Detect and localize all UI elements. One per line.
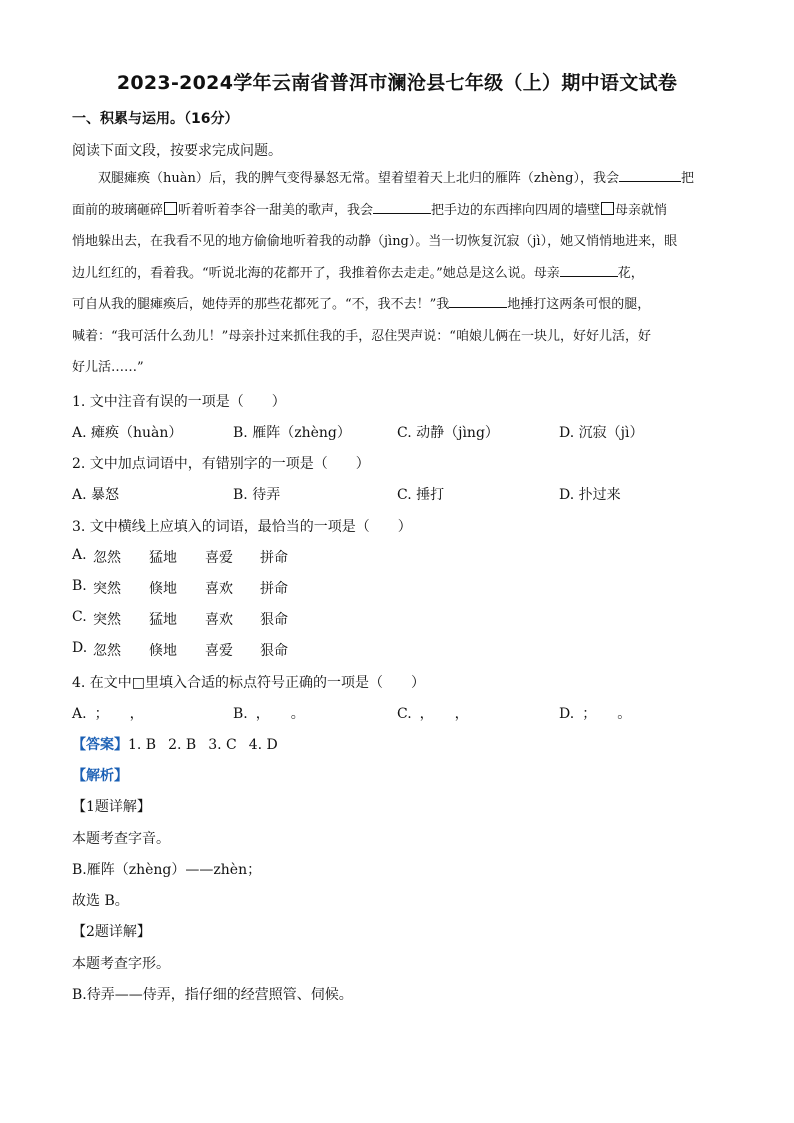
passage-line: 喊着：“我可活什么劲儿！”母亲扑过来抓住我的手，忍住哭声说：“咱娘儿俩在一块儿，好好儿活，好	[72, 328, 651, 344]
page-title: 2023-2024学年云南省普洱市澜沧县七年级（上）期中语文试卷	[116, 72, 678, 94]
detail-heading-1: 【1题详解】	[72, 799, 151, 815]
answer-item: 4. D	[248, 737, 278, 753]
option-c[interactable]: C. 捶打	[397, 487, 445, 503]
passage-line: 好儿活……”	[72, 360, 144, 375]
option-a[interactable]: A. 瘫痪（huàn）	[72, 425, 183, 441]
question-4-stem: 4. 在文中□里填入合适的标点符号正确的一项是（ ）	[72, 675, 426, 691]
answer-line	[72, 734, 290, 754]
question-1-stem: 1. 文中注音有误的一项是（ ）	[72, 394, 286, 410]
passage-line: 可自从我的腿瘫痪后，她侍弄的那些花都死了。“不，我不去！”我 地捶打这两条可恨的腿，	[72, 289, 720, 321]
answer-item: 3. C	[208, 737, 237, 753]
fill-blank	[449, 293, 507, 308]
option-c[interactable]: C. ， ，	[397, 706, 469, 722]
option-b[interactable]: B. 待弄	[233, 487, 281, 503]
passage-line: 面前的玻璃砸碎 听着听着李谷一甜美的歌声，我会 把手边的东西摔向四周的墙壁 母亲就悄	[72, 195, 720, 227]
answer-item: 2. B	[168, 737, 197, 753]
detail-text: B.雁阵（zhèng）——zhèn；	[72, 862, 262, 878]
answer-label: 【答案】	[72, 737, 128, 753]
fill-blank	[373, 199, 431, 214]
detail-heading-2: 【2题详解】	[72, 924, 151, 940]
option-d[interactable]: D. 沉寂（jì）	[559, 425, 644, 441]
question-4-options	[72, 703, 712, 723]
option-d[interactable]: D. 扑过来	[559, 487, 621, 503]
option-c[interactable]: C. 动静（jìng）	[397, 425, 499, 441]
answer-item: 1. B	[128, 737, 157, 753]
detail-text: B.待弄——侍弄，指仔细的经营照管、伺候。	[72, 987, 353, 1003]
option-b[interactable]: B. 雁阵（zhèng）	[233, 425, 351, 441]
passage-line: 双腿瘫痪（huàn）后，我的脾气变得暴怒无常。望着望着天上北归的雁阵（zhèng），我会 把	[72, 163, 720, 195]
punctuation-box	[601, 202, 614, 215]
reading-passage	[72, 163, 720, 384]
fill-blank	[619, 167, 681, 182]
punctuation-box	[164, 202, 177, 215]
detail-text: 本题考查字形。	[72, 956, 170, 972]
instruction-text: 阅读下面文段，按要求完成问题。	[72, 143, 282, 159]
section-heading: 一、积累与运用。（16分）	[72, 111, 239, 127]
question-2-stem: 2. 文中加点词语中，有错别字的一项是（ ）	[72, 456, 370, 472]
question-3-stem: 3. 文中横线上应填入的词语，最恰当的一项是（ ）	[72, 519, 412, 535]
detail-text: 故选 B。	[72, 893, 129, 909]
fill-blank	[560, 262, 618, 277]
passage-line: 悄地躲出去，在我看不见的地方偷偷地听着我的动静（jìng）。当一切恢复沉寂（jì），她又悄悄地进来，眼	[72, 234, 678, 249]
analysis-label: 【解析】	[72, 768, 128, 784]
passage-line: 边儿红红的，看着我。“听说北海的花都开了，我推着你去走走。”她总是这么说。母亲 花，	[72, 258, 720, 290]
detail-text: 本题考查字音。	[72, 831, 170, 847]
option-d[interactable]: D. ； 。	[559, 706, 632, 722]
option-a[interactable]: A. 暴怒	[72, 487, 120, 503]
exam-page: 2023-2024学年云南省普洱市澜沧县七年级（上）期中语文试卷 一、积累与运用。（16分） 阅读下面文段，按要求完成问题。 双腿瘫痪（huàn）后，我的脾气变得暴怒无常。望着望着天上北归的雁阵（zhèng），我会 把 面前的玻璃砸碎 听着听着李谷一甜美的歌声，我会 把手边的东西摔向四周的墙壁 母亲就悄 悄地躲出去，在我看不见的地方偷偷地听着我的动静（jìng）。当一切恢复沉寂（jì），她又悄悄地进来，眼 边儿红红的，看着我。“听说北海的花都开了，我推着你去走走。”她总是这么说。母亲 花， 可自从我的腿瘫痪后，她侍弄的那些花都死了。“不，我不去！”我 地捶打这两条可恨的腿， 喊着：“我可活什么劲儿！”母亲扑过来抓住我的手，忍住哭声说：“咱娘儿俩在一块儿，好好儿活，好 好儿活……” 1. 文中注音有误的一项是（ ） A. 瘫痪（huàn） B. 雁阵（zhèng） C. 动静（jìng） D. 沉寂（jì） 2. 文中加点词语中，有错别字的一项是（ ） A. 暴怒 B. 待弄 C. 捶打 D. 扑过来 3. 文中横线上应填入的词语，最恰当的一项是（ ） A. 忽然 猛地 喜爱 拼命 B. 突然 倏地 喜欢 拼命 C. 突然 猛地 喜欢 狠命 D. 忽然 倏地 喜爱 狠命 4. 在文中□里填入合适的标点符号正确的一项是（ ） A. ； ， B. ， 。 C. ， ， D. ； 。 【答案】1. B 2. B 3. C 4. D 【解析】 【1题详解】 本题考查字音。 B.雁阵（zhèng）——zhèn； 故选 B。 【2题详解】 本题考查字形。 B.待弄——侍弄，指仔细的经营照管、伺候。	[0, 0, 794, 1123]
option-a[interactable]: A. ； ，	[72, 706, 144, 722]
option-b[interactable]: B. ， 。	[233, 706, 305, 722]
